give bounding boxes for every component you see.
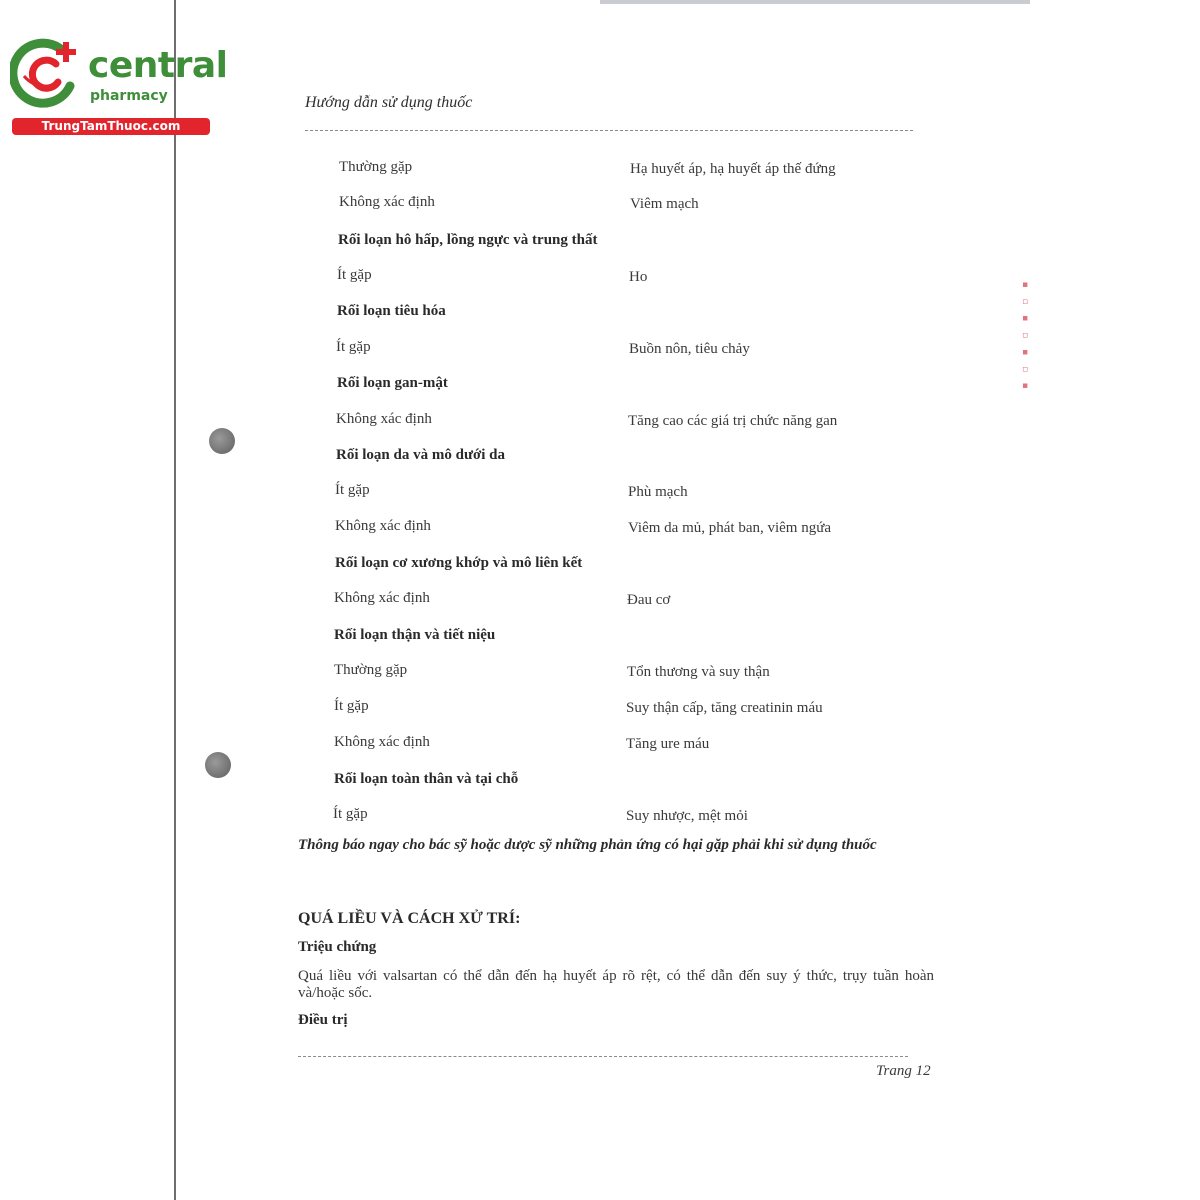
table-row [0,659,1200,681]
frequency-cell: Ít gặp [333,806,368,822]
footer-divider [298,1056,908,1057]
effect-cell: Phù mạch [628,484,688,500]
table-row [0,336,1200,358]
category-row [0,372,1200,394]
effect-cell: Ho [629,269,648,285]
scan-stamp-mark: ▪ ▫ ▪ ▫ ▪ ▫ ▪ [1020,280,1030,394]
frequency-cell: Không xác định [339,194,435,210]
category-row [0,300,1200,322]
category-row [0,444,1200,466]
category-heading: Rối loạn cơ xương khớp và mô liên kết [335,555,583,571]
table-row [0,803,1200,825]
symptoms-paragraph: Quá liều với valsartan có thể dẫn đến hạ huyết áp rõ rệt, có thể dẫn đến suy ý thức, trụy tuần hoàn và/hoặc sốc. [298,968,934,1001]
frequency-cell: Thường gặp [339,159,413,175]
frequency-cell: Không xác định [334,590,430,606]
effect-cell: Suy nhược, mệt mỏi [626,808,748,824]
category-heading: Rối loạn toàn thân và tại chỗ [334,771,519,787]
logo-website-banner: TrungTamThuoc.com [12,118,210,135]
category-heading: Rối loạn hô hấp, lồng ngực và trung thất [338,232,598,248]
effect-cell: Tăng cao các giá trị chức năng gan [628,413,838,429]
table-row [0,587,1200,609]
category-heading: Rối loạn tiêu hóa [337,303,446,319]
adverse-reaction-notice: Thông báo ngay cho bác sỹ hoặc dược sỹ những phản ứng có hại gặp phải khi sử dụng thuốc [298,837,877,853]
category-heading: Rối loạn gan-mật [337,375,448,391]
effect-cell: Buồn nôn, tiêu chảy [629,341,750,357]
frequency-cell: Ít gặp [335,482,370,498]
pharmacy-cross-icon [10,36,82,108]
category-row [0,229,1200,251]
category-heading: Rối loạn da và mô dưới da [336,447,506,463]
table-row [0,156,1200,178]
overdose-section-heading: QUÁ LIỀU VÀ CÁCH XỬ TRÍ: [298,910,521,927]
treatment-heading: Điều trị [298,1012,348,1028]
table-row [0,479,1200,501]
effect-cell: Suy thận cấp, tăng creatinin máu [626,700,823,716]
category-heading: Rối loạn thận và tiết niệu [334,627,496,643]
scan-top-shadow [600,0,1030,4]
frequency-cell: Không xác định [334,734,430,750]
effect-cell: Viêm da mủ, phát ban, viêm ngứa [628,520,832,536]
effect-cell: Viêm mạch [630,196,699,212]
effect-cell: Tăng ure máu [626,736,710,752]
central-pharmacy-logo[interactable] [10,36,228,136]
symptoms-heading: Triệu chứng [298,939,377,955]
category-row [0,768,1200,790]
table-row [0,408,1200,430]
effect-cell: Hạ huyết áp, hạ huyết áp thế đứng [630,161,836,177]
document-header-title: Hướng dẫn sử dụng thuốc [305,94,473,111]
table-row [0,695,1200,717]
table-row [0,264,1200,286]
logo-name: central [88,45,228,86]
category-row [0,552,1200,574]
effect-cell: Tổn thương và suy thận [627,664,770,680]
category-row [0,624,1200,646]
frequency-cell: Không xác định [335,518,431,534]
frequency-cell: Ít gặp [334,698,369,714]
table-row [0,191,1200,213]
table-row [0,515,1200,537]
page-number: Trang 12 [876,1063,931,1079]
table-row [0,731,1200,753]
frequency-cell: Thường gặp [334,662,408,678]
frequency-cell: Ít gặp [337,267,372,283]
frequency-cell: Không xác định [336,411,432,427]
frequency-cell: Ít gặp [336,339,371,355]
header-divider [305,130,913,131]
logo-subtitle: pharmacy [90,88,168,104]
effect-cell: Đau cơ [627,592,671,608]
